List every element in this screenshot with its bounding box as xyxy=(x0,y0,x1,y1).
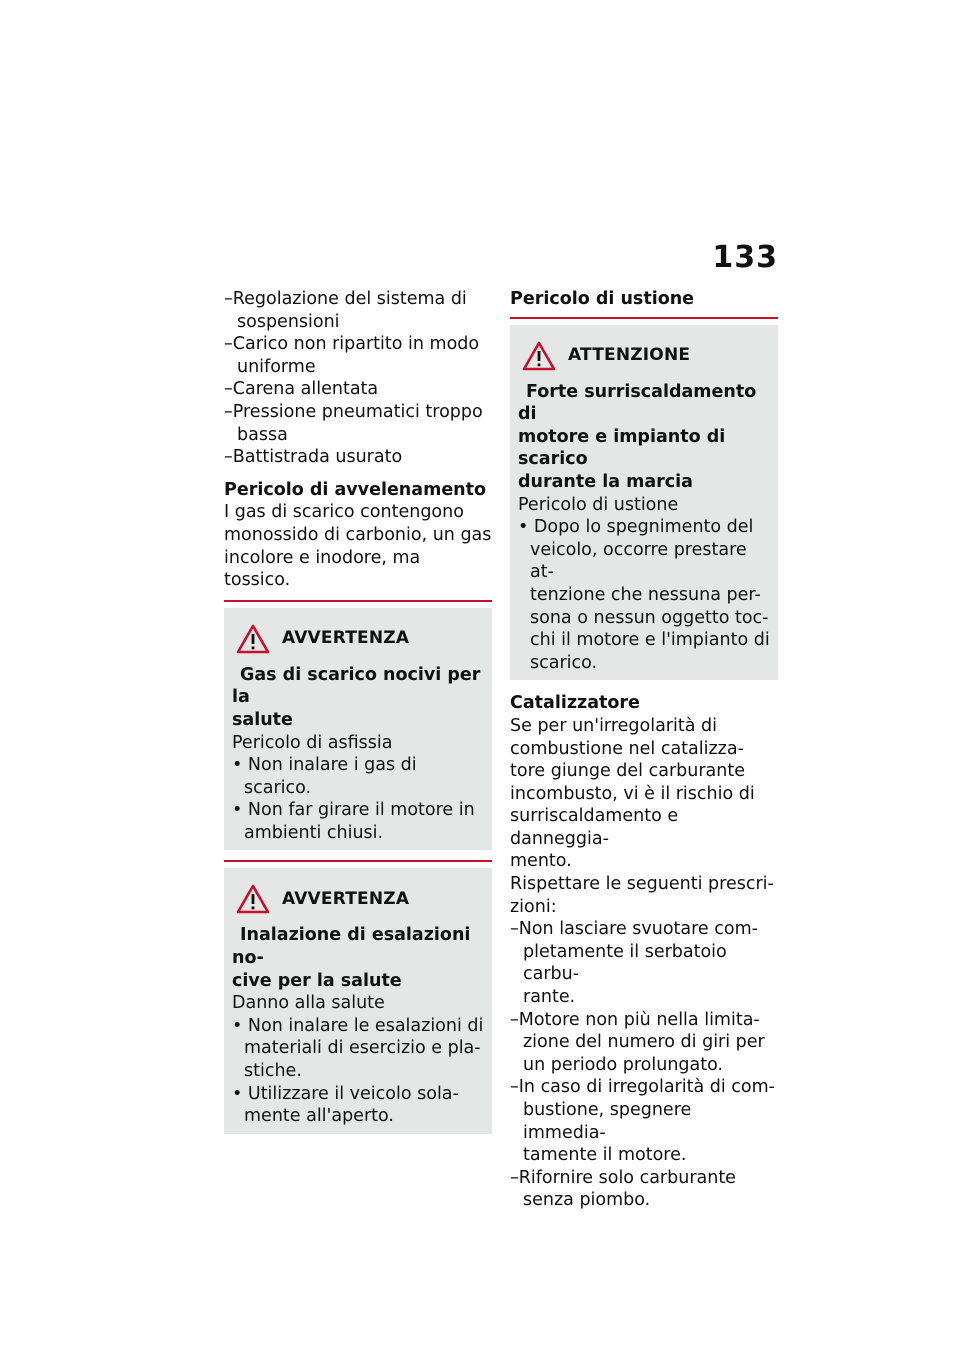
right-column xyxy=(510,288,778,1212)
warning-divider xyxy=(224,860,492,862)
list-item: • Dopo lo spegnimento del veicolo, occorre prestare at- tenzione che nessuna per- sona o nessun oggetto toc- chi il motore e l'impianto di scarico. xyxy=(518,517,770,673)
catalyst-heading: Catalizzatore xyxy=(510,693,640,714)
warning-title: AVVERTENZA xyxy=(232,624,484,654)
caution-box xyxy=(510,325,778,681)
list-item: • Non inalare le esalazioni di materiali di esercizio e pla- stiche. xyxy=(232,1015,484,1082)
list-item: • Utilizzare il veicolo sola- mente all'aperto. xyxy=(232,1083,459,1127)
caution-divider xyxy=(510,317,778,319)
poison-heading: Pericolo di avvelenamento xyxy=(224,479,487,500)
list-item: –In caso di irregolarità di com- bustione, spegnere immedia- tamente il motore. xyxy=(510,1077,775,1166)
warning-heading: Inalazione di esalazioni no- xyxy=(232,925,471,969)
rules-text: Rispettare le seguenti prescri- zioni: xyxy=(510,874,774,917)
warning-heading-cont: salute xyxy=(232,709,293,730)
list-item: –Carico non ripartito in modo uniforme xyxy=(224,334,480,377)
dash-list xyxy=(224,288,492,469)
list-item: –Regolazione del sistema di sospensioni xyxy=(224,289,467,332)
warning-heading: Gas di scarico nocivi per la xyxy=(232,664,481,708)
warning-triangle-icon xyxy=(236,884,270,914)
list-item: • Non inalare i gas di scarico. xyxy=(232,755,417,798)
warning-heading-cont: cive per la salute xyxy=(232,970,402,991)
caution-title: ATTENZIONE xyxy=(518,341,770,371)
poison-text: I gas di scarico contengono monossido di carbonio, un gas incolore e inodore, ma tossico. xyxy=(224,502,492,591)
warning-triangle-icon xyxy=(236,624,270,654)
left-column xyxy=(224,288,492,1134)
warning-triangle-icon xyxy=(522,341,556,371)
hazard-text: Pericolo di ustione xyxy=(518,494,679,515)
hazard-text: Pericolo di asfissia xyxy=(232,732,393,753)
list-item: • Non far girare il motore in ambienti chiusi. xyxy=(232,800,475,843)
list-item: –Carena allentata xyxy=(224,379,379,400)
catalyst-text: Se per un'irregolarità di combustione nel catalizza- tore giunge del carburante incombusto, vi è il rischio di surriscaldamento e danneggia- mento. xyxy=(510,715,755,872)
caution-heading-cont: durante la marcia xyxy=(518,471,693,492)
burn-heading: Pericolo di ustione xyxy=(510,289,695,309)
list-item: –Battistrada usurato xyxy=(224,447,403,468)
caution-heading: Forte surriscaldamento di xyxy=(518,381,757,425)
warning-divider xyxy=(224,600,492,602)
hazard-text: Danno alla salute xyxy=(232,993,385,1014)
warning-box xyxy=(224,868,492,1133)
caution-heading-cont: motore e impianto di scarico xyxy=(518,426,726,470)
list-item: –Rifornire solo carburante senza piombo. xyxy=(510,1167,736,1211)
dash-list xyxy=(510,918,778,1212)
list-item: –Non lasciare svuotare com- pletamente il serbatoio carbu- rante. xyxy=(510,919,758,1008)
page-number: 133 xyxy=(712,240,778,275)
warning-box xyxy=(224,608,492,851)
warning-title: AVVERTENZA xyxy=(232,884,484,914)
list-item: –Pressione pneumatici troppo bassa xyxy=(224,401,483,445)
list-item: –Motore non più nella limita- zione del numero di giri per un periodo prolungato. xyxy=(510,1009,765,1075)
